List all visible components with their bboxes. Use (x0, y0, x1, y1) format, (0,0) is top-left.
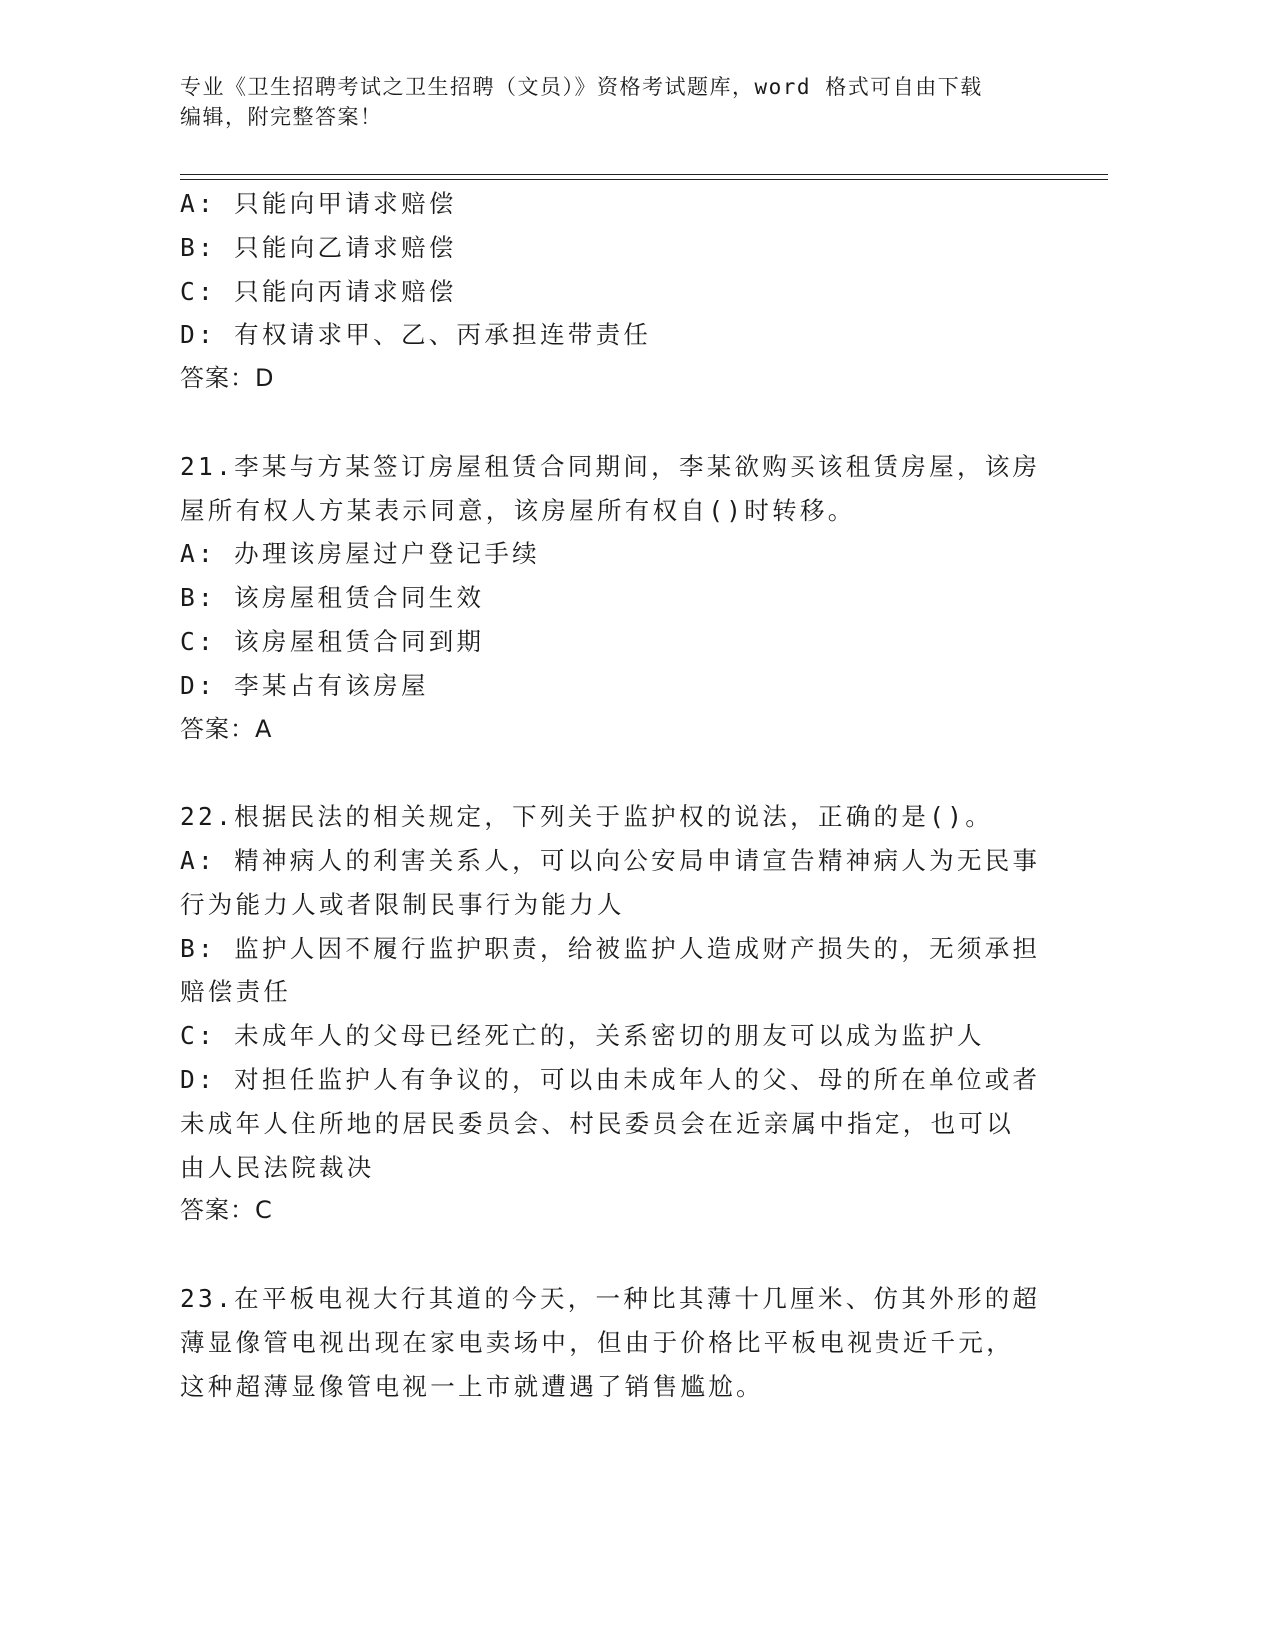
option-d: D: 对担任监护人有争议的，可以由未成年人的父、母的所在单位或者 (180, 1064, 1041, 1094)
document-header (180, 72, 1060, 132)
option-d-continued: 由人民法院裁决 (180, 1152, 375, 1182)
option-b: B: 监护人因不履行监护职责，给被监护人造成财产损失的，无须承担 (180, 933, 1041, 963)
option-b-continued: 赔偿责任 (180, 977, 292, 1007)
question-stem-line: 薄显像管电视出现在家电卖场中，但由于价格比平板电视贵近千元， (180, 1327, 1014, 1357)
option-a: A: 办理该房屋过户登记手续 (180, 539, 540, 569)
option-c: C: 该房屋租赁合同到期 (180, 626, 485, 656)
question-stem-line: 屋所有权人方某表示同意，该房屋所有权自()时转移。 (180, 495, 856, 525)
header-rule-bottom (180, 179, 1108, 180)
question-23 (180, 1277, 1060, 1408)
option-a-continued: 行为能力人或者限制民事行为能力人 (180, 889, 625, 919)
option-a: A: 只能向甲请求赔偿 (180, 189, 457, 218)
header-line-1: 专业《卫生招聘考试之卫生招聘（文员）》资格考试题库，word 格式可自由下载 (180, 75, 983, 99)
question-stem-line: 22.根据民法的相关规定，下列关于监护权的说法，正确的是()。 (180, 802, 994, 832)
answer: 答案：A (180, 714, 273, 743)
option-d: D: 李某占有该房屋 (180, 670, 429, 700)
question-20 (180, 182, 1060, 401)
option-b: B: 该房屋租赁合同生效 (180, 583, 485, 613)
answer: 答案：D (180, 364, 275, 393)
option-a: A: 精神病人的利害关系人，可以向公安局申请宣告精神病人为无民事 (180, 845, 1041, 875)
spacer (180, 401, 1060, 445)
question-21 (180, 445, 1060, 752)
question-list (180, 182, 1060, 1408)
option-c: C: 未成年人的父母已经死亡的，关系密切的朋友可以成为监护人 (180, 1021, 985, 1051)
question-stem-line: 23.在平板电视大行其道的今天，一种比其薄十几厘米、仿其外形的超 (180, 1283, 1041, 1313)
question-stem-line: 21.李某与方某签订房屋租赁合同期间，李某欲购买该租赁房屋，该房 (180, 451, 1041, 481)
answer: 答案：C (180, 1196, 273, 1225)
option-d: D: 有权请求甲、乙、丙承担连带责任 (180, 320, 652, 350)
question-22 (180, 795, 1060, 1233)
header-rule-top (180, 174, 1108, 175)
option-b: B: 只能向乙请求赔偿 (180, 232, 457, 262)
spacer (180, 1233, 1060, 1277)
option-d-continued: 未成年人住所地的居民委员会、村民委员会在近亲属中指定，也可以 (180, 1108, 1014, 1138)
question-stem-line: 这种超薄显像管电视一上市就遭遇了销售尴尬。 (180, 1371, 764, 1401)
option-c: C: 只能向丙请求赔偿 (180, 276, 457, 306)
spacer (180, 751, 1060, 795)
header-line-2: 编辑，附完整答案！ (180, 105, 383, 129)
